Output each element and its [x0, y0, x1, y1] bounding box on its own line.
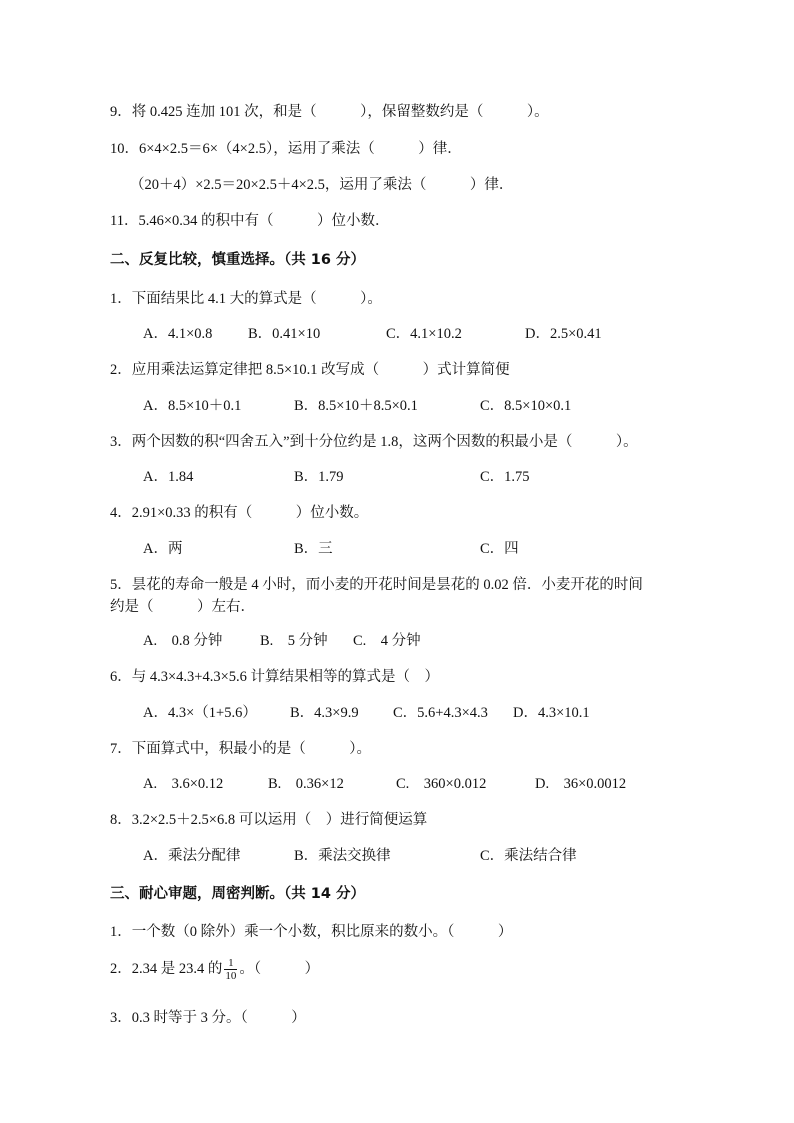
s2-q1-option-c: C．4.1×10.2 [386, 326, 462, 342]
s2-q8-option-c: C．乘法结合律 [480, 848, 577, 864]
s2-q1-option-d: D．2.5×0.41 [525, 326, 602, 342]
s2-question-2: 2．应用乘法运算定律把 8.5×10.1 改写成（ ）式计算简便 [110, 362, 510, 378]
s2-q7-option-a: A. 3.6×0.12 [143, 776, 224, 792]
s2-q8-option-a: A．乘法分配律 [143, 848, 241, 864]
question-9: 9．将 0.425 连加 101 次，和是（ ），保留整数约是（ ）。 [110, 104, 549, 120]
s3-question-1: 1．一个数（0 除外）乘一个小数，积比原来的数小。（ ） [110, 924, 513, 940]
s2-q4-option-b: B．三 [294, 541, 333, 557]
s2-question-6: 6．与 4.3×4.3+4.3×5.6 计算结果相等的算式是（ ） [110, 669, 440, 685]
s2-q5-option-c: C. 4 分钟 [353, 633, 421, 649]
s2-q2-option-b: B．8.5×10＋8.5×0.1 [294, 398, 418, 414]
s2-question-4: 4．2.91×0.33 的积有（ ）位小数。 [110, 505, 369, 521]
s2-q5-option-a: A. 0.8 分钟 [143, 633, 223, 649]
s3-question-3: 3．0.3 时等于 3 分。（ ） [110, 1010, 306, 1026]
fraction-denominator: 10 [225, 970, 237, 983]
fraction-one-tenth [224, 957, 237, 982]
s2-question-5-line2: 约是（ ）左右． [110, 599, 255, 615]
s2-q7-option-c: C. 360×0.012 [396, 776, 487, 792]
s2-q6-option-d: D．4.3×10.1 [513, 705, 590, 721]
s3-q2-text-before: 2．2.34 是 23.4 的 [110, 961, 223, 977]
question-10: 10．6×4×2.5＝6×（4×2.5），运用了乘法（ ）律． [110, 141, 462, 157]
s2-q1-option-a: A．4.1×0.8 [143, 326, 213, 342]
s2-q2-option-a: A．8.5×10＋0.1 [143, 398, 242, 414]
s2-question-8: 8．3.2×2.5＋2.5×6.8 可以运用（ ）进行简便运算 [110, 812, 428, 828]
s2-q3-option-b: B．1.79 [294, 469, 344, 485]
s2-question-3: 3．两个因数的积“四舍五入”到十分位约是 1.8，这两个因数的积最小是（ ）。 [110, 434, 638, 450]
s2-question-1: 1．下面结果比 4.1 大的算式是（ ）。 [110, 291, 382, 307]
s2-question-7: 7．下面算式中，积最小的是（ ）。 [110, 741, 371, 757]
s2-q7-option-b: B. 0.36×12 [268, 776, 344, 792]
s2-q5-option-b: B. 5 分钟 [260, 633, 328, 649]
s2-q6-option-c: C．5.6+4.3×4.3 [393, 705, 488, 721]
s2-q1-option-b: B．0.41×10 [248, 326, 321, 342]
s2-q2-option-c: C．8.5×10×0.1 [480, 398, 572, 414]
s3-q2-text-after: 。（ ） [239, 961, 320, 977]
s2-question-5: 5．昙花的寿命一般是 4 小时，而小麦的开花时间是昙花的 0.02 倍．小麦开花的时间 [110, 577, 643, 593]
fraction-numerator: 1 [224, 957, 237, 970]
s2-q4-option-c: C．四 [480, 541, 519, 557]
question-11: 11．5.46×0.34 的积中有（ ）位小数． [110, 213, 390, 229]
section-3-heading: 三、耐心审题，周密判断。（共 14 分） [110, 886, 366, 902]
s2-q4-option-a: A．两 [143, 541, 183, 557]
section-2-heading: 二、反复比较，慎重选择。（共 16 分） [110, 252, 366, 268]
s2-q3-option-a: A．1.84 [143, 469, 194, 485]
question-10-line2: （20＋4）×2.5＝20×2.5＋4×2.5，运用了乘法（ ）律． [130, 177, 514, 193]
s2-q6-option-a: A．4.3×（1+5.6） [143, 705, 257, 721]
s2-q3-option-c: C．1.75 [480, 469, 530, 485]
s2-q7-option-d: D. 36×0.0012 [535, 776, 627, 792]
s2-q8-option-b: B．乘法交换律 [294, 848, 391, 864]
s3-question-2 [110, 957, 319, 982]
s2-q6-option-b: B．4.3×9.9 [290, 705, 359, 721]
